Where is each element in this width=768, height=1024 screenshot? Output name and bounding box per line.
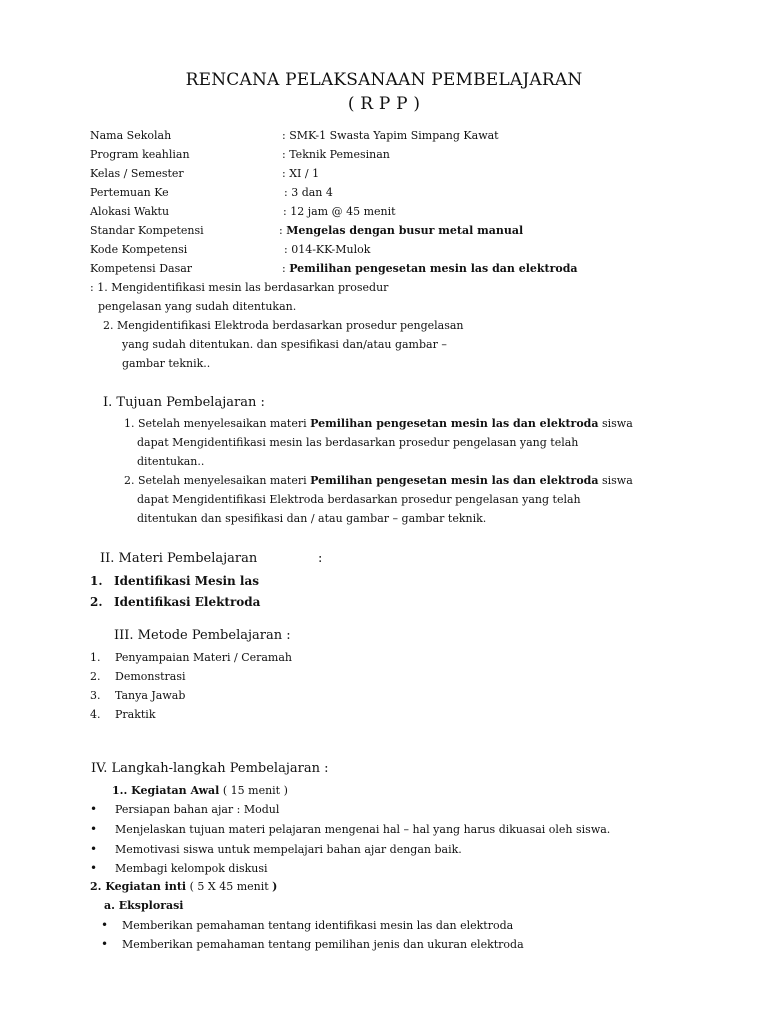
document-subtitle: ( R P P ): [347, 94, 421, 114]
kegiatan-awal-item: Membagi kelompok diskusi: [115, 862, 268, 875]
bullet-icon: •: [90, 822, 98, 836]
identity-label: Kode Kompetensi: [90, 243, 188, 256]
kd-line: gambar teknik..: [122, 357, 211, 370]
kd-line: 2. Mengidentifikasi Elektroda berdasarkan prosedur pengelasan: [103, 319, 464, 332]
metode-item-number: 4.: [90, 708, 101, 721]
identity-value: : Pemilihan pengesetan mesin las dan elektroda: [282, 262, 578, 275]
kd-line: yang sudah ditentukan. dan spesifikasi dan/atau gambar –: [122, 338, 447, 351]
identity-label: Nama Sekolah: [90, 129, 172, 142]
tujuan-item-line: 1. Setelah menyelesaikan materi Pemilihan pengesetan mesin las dan elektroda siswa: [124, 417, 633, 430]
metode-item: Praktik: [115, 708, 156, 721]
identity-label: Pertemuan Ke: [90, 186, 169, 199]
identity-label: Kelas / Semester: [90, 167, 184, 180]
identity-label: Alokasi Waktu: [90, 205, 170, 218]
materi-item-number: 2.: [90, 595, 103, 609]
bullet-icon: •: [90, 802, 98, 816]
eksplorasi-item: Memberikan pemahaman tentang pemilihan jenis dan ukuran elektroda: [122, 938, 524, 951]
metode-item-number: 1.: [90, 651, 101, 664]
identity-label: Standar Kompetensi: [90, 224, 204, 237]
kd-line: pengelasan yang sudah ditentukan.: [98, 300, 297, 313]
section-heading-materi: II. Materi Pembelajaran: [100, 551, 258, 566]
eksplorasi-item: Memberikan pemahaman tentang identifikasi mesin las dan elektroda: [122, 919, 514, 932]
identity-value: : XI / 1: [282, 167, 320, 180]
kegiatan-inti-heading: 2. Kegiatan inti ( 5 X 45 menit ): [90, 880, 278, 893]
identity-value: : Mengelas dengan busur metal manual: [279, 224, 524, 237]
kegiatan-awal-item: Menjelaskan tujuan materi pelajaran mengenai hal – hal yang harus dikuasai oleh siswa.: [115, 823, 611, 836]
kegiatan-awal-item: Memotivasi siswa untuk mempelajari bahan ajar dengan baik.: [115, 843, 462, 856]
metode-item: Demonstrasi: [115, 670, 186, 683]
identity-value: : 3 dan 4: [284, 186, 333, 199]
metode-item: Penyampaian Materi / Ceramah: [115, 651, 293, 664]
tujuan-item-line: dapat Mengidentifikasi mesin las berdasarkan prosedur pengelasan yang telah: [137, 436, 579, 449]
eksplorasi-heading: a. Eksplorasi: [104, 899, 184, 912]
metode-item-number: 3.: [90, 689, 101, 702]
bullet-icon: •: [101, 937, 109, 951]
identity-label: Kompetensi Dasar: [90, 262, 193, 275]
section-heading-tujuan: I. Tujuan Pembelajaran :: [103, 395, 265, 410]
metode-item: Tanya Jawab: [115, 689, 186, 702]
bullet-icon: •: [90, 842, 98, 856]
identity-value: : 014-KK-Mulok: [284, 243, 371, 256]
kegiatan-awal-heading: 1.. Kegiatan Awal ( 15 menit ): [112, 784, 288, 797]
materi-item: Identifikasi Mesin las: [114, 574, 259, 588]
section-heading-colon: :: [318, 551, 323, 566]
materi-item: Identifikasi Elektroda: [114, 595, 261, 609]
bullet-icon: •: [101, 918, 109, 932]
bullet-icon: •: [90, 861, 98, 875]
kd-line: : 1. Mengidentifikasi mesin las berdasarkan prosedur: [90, 281, 389, 294]
tujuan-item-line: ditentukan..: [137, 455, 205, 468]
document-title: RENCANA PELAKSANAAN PEMBELAJARAN: [185, 70, 583, 90]
tujuan-item-line: dapat Mengidentifikasi Elektroda berdasarkan prosedur pengelasan yang telah: [137, 493, 581, 506]
tujuan-item-line: ditentukan dan spesifikasi dan / atau gambar – gambar teknik.: [137, 512, 487, 525]
identity-value: : 12 jam @ 45 menit: [283, 205, 396, 218]
identity-value: : Teknik Pemesinan: [282, 148, 390, 161]
section-heading-metode: III. Metode Pembelajaran :: [114, 628, 291, 643]
identity-value: : SMK-1 Swasta Yapim Simpang Kawat: [282, 129, 499, 142]
metode-item-number: 2.: [90, 670, 101, 683]
kegiatan-awal-item: Persiapan bahan ajar : Modul: [115, 803, 280, 816]
materi-item-number: 1.: [90, 574, 103, 588]
section-heading-langkah: IV. Langkah-langkah Pembelajaran :: [91, 761, 329, 776]
tujuan-item-line: 2. Setelah menyelesaikan materi Pemilihan pengesetan mesin las dan elektroda siswa: [124, 474, 633, 487]
identity-label: Program keahlian: [90, 148, 190, 161]
